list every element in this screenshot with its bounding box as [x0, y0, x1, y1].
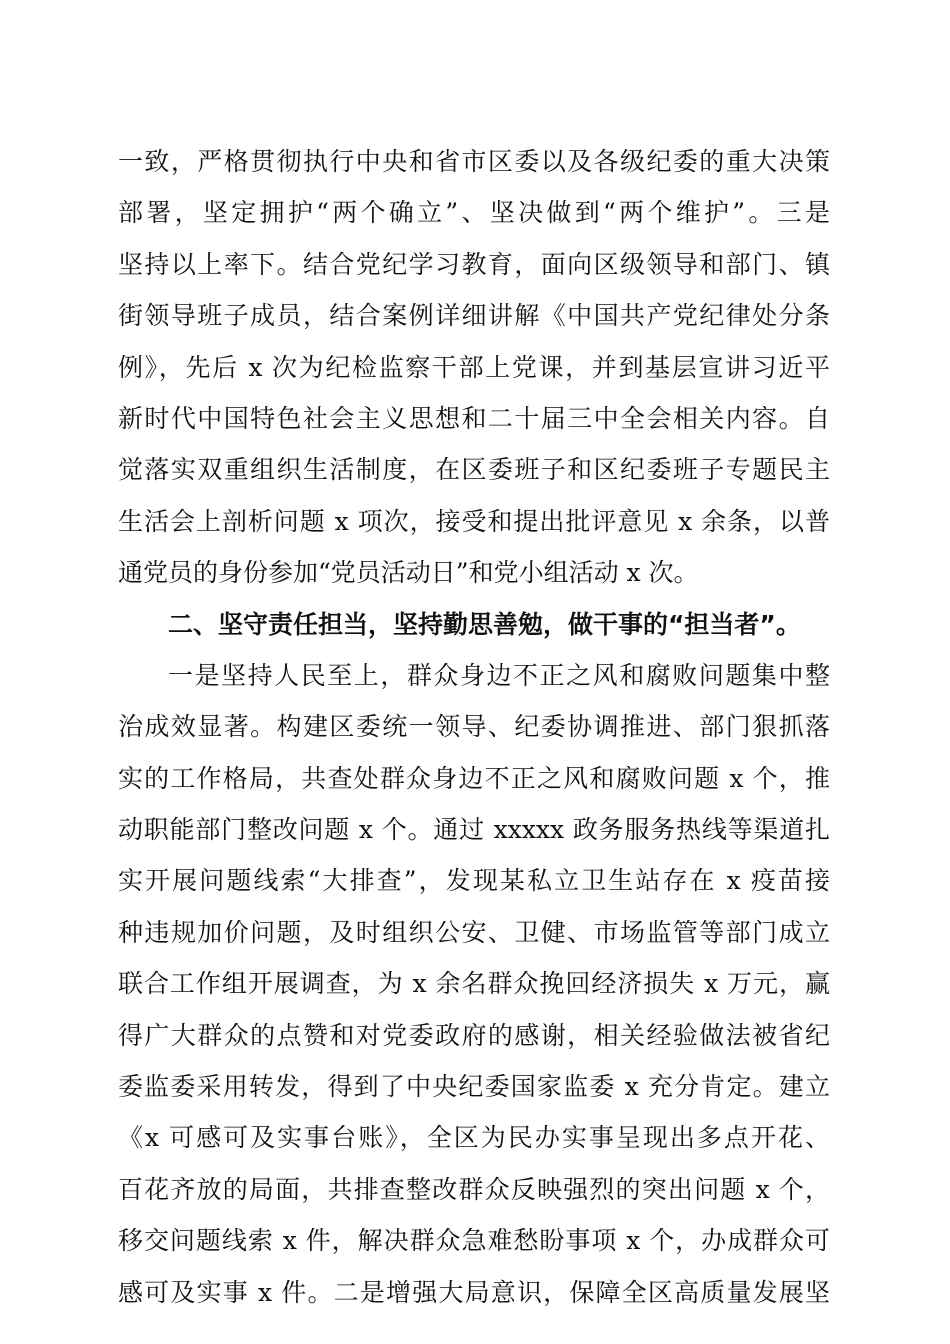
document-body [118, 136, 830, 1318]
text-line: 一是坚持人民至上，群众身边不正之风和腐败问题集中整 [168, 660, 830, 690]
text-line: 治成效显著。构建区委统一领导、纪委协调推进、部门狠抓落 [118, 712, 830, 742]
text-line: 一致，严格贯彻执行中央和省市区委以及各级纪委的重大决策 [118, 147, 830, 176]
text-line: 新时代中国特色社会主义思想和二十届三中全会相关内容。自 [118, 403, 830, 433]
section-heading: 二、坚守责任担当，坚持勤思善勉，做干事的“担当者”。 [168, 609, 801, 639]
text-line: 坚持以上率下。结合党纪学习教育，面向区级领导和部门、镇 [118, 249, 830, 279]
text-line: 移交问题线索 x 件，解决群众急难愁盼事项 x 个，办成群众可 [118, 1226, 830, 1256]
text-line: 百花齐放的局面，共排查整改群众反映强烈的突出问题 x 个， [118, 1174, 830, 1204]
text-line: 《x 可感可及实事台账》，全区为民办实事呈现出多点开花、 [118, 1123, 830, 1153]
text-line: 动职能部门整改问题 x 个。通过 xxxxx 政务服务热线等渠道扎 [118, 815, 830, 845]
text-line: 感可及实事 x 件。二是增强大局意识，保障全区高质量发展坚 [118, 1277, 830, 1307]
text-line: 联合工作组开展调查，为 x 余名群众挽回经济损失 x 万元，赢 [118, 969, 830, 999]
text-line: 部署，坚定拥护“两个确立”、坚决做到“两个维护”。三是 [118, 198, 830, 228]
text-line: 例》，先后 x 次为纪检监察干部上党课，并到基层宣讲习近平 [118, 352, 830, 382]
text-line: 生活会上剖析问题 x 项次，接受和提出批评意见 x 余条，以普 [118, 506, 830, 536]
text-line: 实开展问题线索“大排查”，发现某私立卫生站存在 x 疫苗接 [118, 866, 830, 896]
text-line: 通党员的身份参加“党员活动日”和党小组活动 x 次。 [118, 558, 699, 588]
text-line: 种违规加价问题，及时组织公安、卫健、市场监管等部门成立 [118, 917, 830, 947]
text-line: 觉落实双重组织生活制度，在区委班子和区纪委班子专题民主 [118, 455, 830, 485]
text-line: 委监委采用转发，得到了中央纪委国家监委 x 充分肯定。建立 [118, 1072, 830, 1102]
text-line: 街领导班子成员，结合案例详细讲解《中国共产党纪律处分条 [118, 301, 830, 331]
text-line: 得广大群众的点赞和对党委政府的感谢，相关经验做法被省纪 [118, 1020, 830, 1050]
text-line: 实的工作格局，共查处群众身边不正之风和腐败问题 x 个，推 [118, 763, 830, 793]
